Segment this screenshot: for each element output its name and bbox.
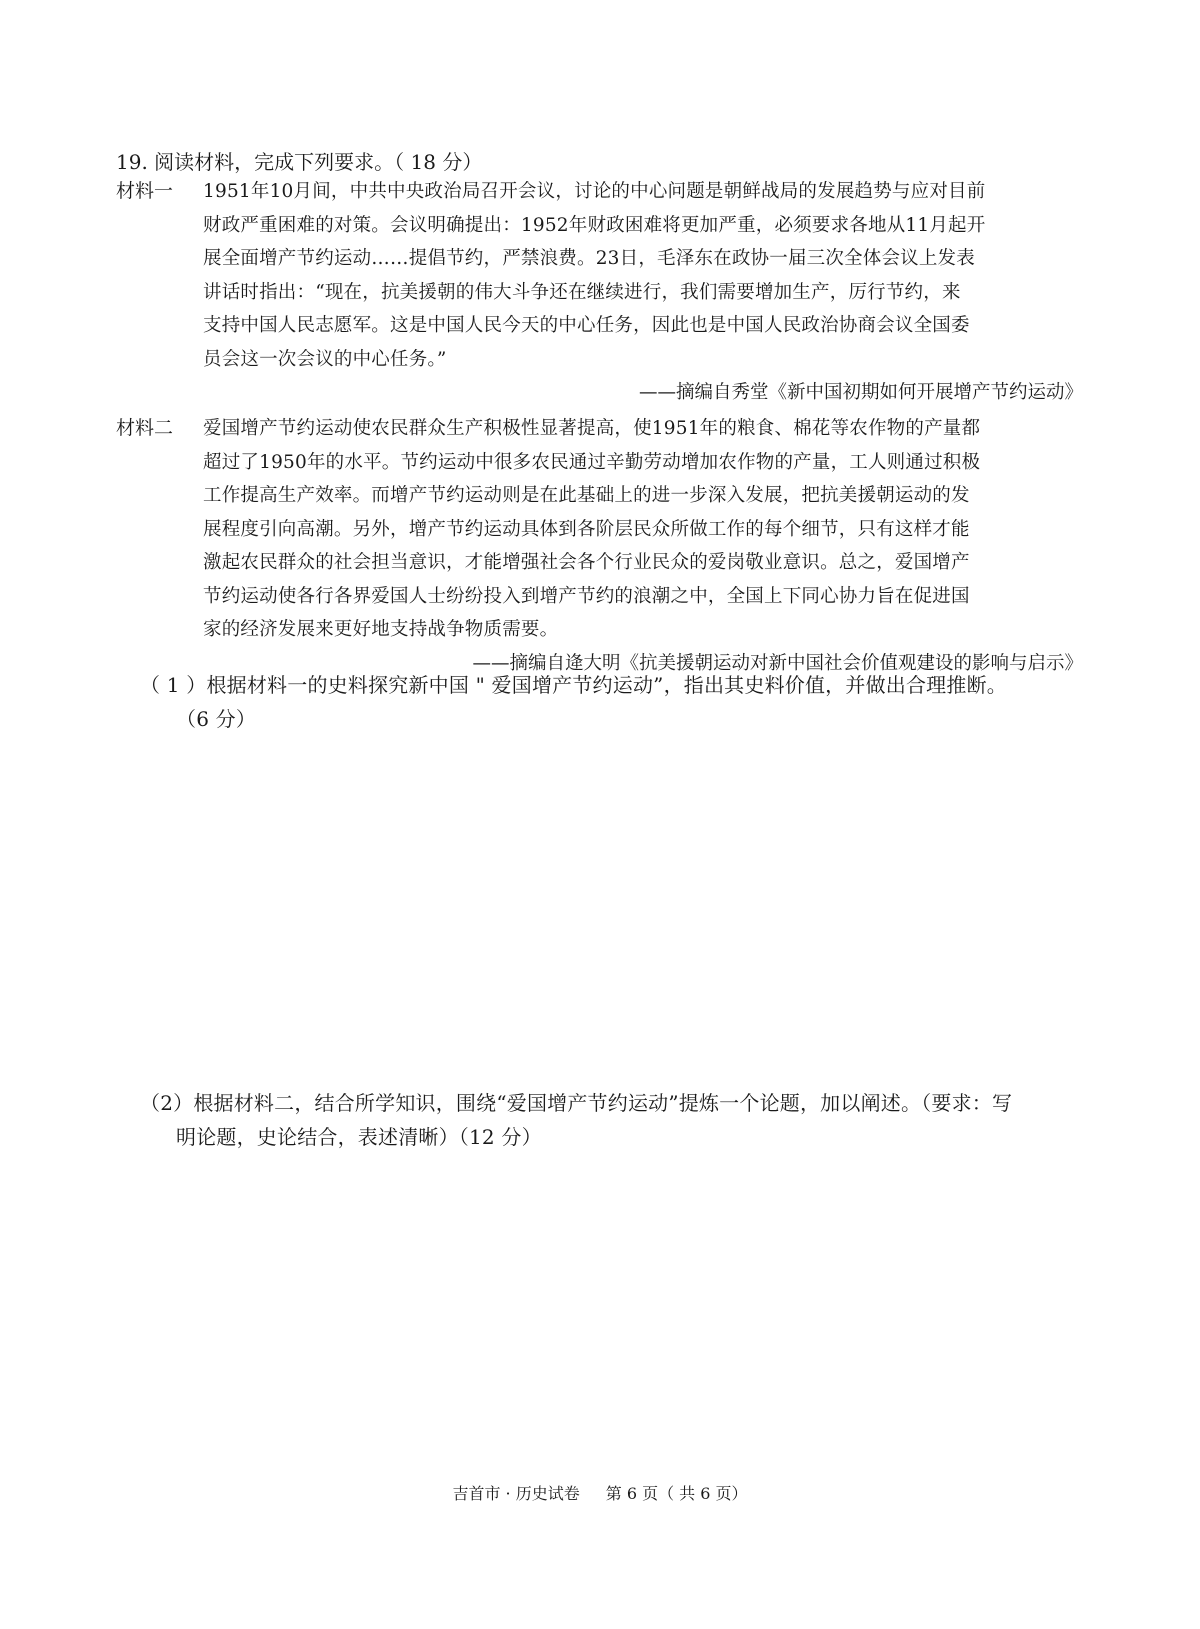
material-one bbox=[116, 175, 1086, 410]
material-two-line: 展程度引向高潮。另外，增产节约运动具体到各阶层民众所做工作的每个细节，只有这样才能 bbox=[203, 518, 970, 540]
question-title: 19. 阅读材料，完成下列要求。（ 18 分） bbox=[116, 150, 483, 174]
footer-page-number: 第 6 页（ 共 6 页） bbox=[605, 1484, 748, 1503]
material-one-body bbox=[203, 175, 1083, 410]
sub-question-2-requirements: 明论题，史论结合，表述清晰）（12 分） bbox=[176, 1125, 542, 1149]
material-two-line: 家的经济发展来更好地支持战争物质需要。 bbox=[203, 619, 559, 640]
material-two-line: 节约运动使各行各界爱国人士纷纷投入到增产节约的浪潮之中，全国上下同心协力旨在促进国 bbox=[203, 585, 970, 607]
material-one-line: 员会这一次会议的中心任务。” bbox=[203, 348, 447, 370]
sub-question-2-text: （2）根据材料二，结合所学知识，围绕“爱国增产节约运动”提炼一个论题，加以阐述。（要求：写 bbox=[140, 1091, 1013, 1115]
sub-question-2 bbox=[140, 1086, 1060, 1154]
page-footer bbox=[0, 1482, 1200, 1506]
material-one-line: 1951年10月间，中共中央政治局召开会议，讨论的中心问题是朝鲜战局的发展趋势与应对目前 bbox=[203, 181, 986, 202]
sub-question-1-text: （ 1 ）根据材料一的史料探究新中国 " 爱国增产节约运动”，指出其史料价值，并做出合理推断。 bbox=[140, 673, 1007, 697]
material-two bbox=[116, 412, 1086, 677]
material-two-body bbox=[203, 412, 1083, 680]
material-one-line: 支持中国人民志愿军。这是中国人民今天的中心任务，因此也是中国人民政治协商会议全国委 bbox=[203, 315, 970, 336]
material-one-source: ——摘编自秀堂《新中国初期如何开展增产节约运动》 bbox=[638, 382, 1083, 403]
material-two-label: 材料二 bbox=[116, 417, 174, 439]
sub-question-1-score: （6 分） bbox=[176, 707, 257, 731]
material-two-line: 爱国增产节约运动使农民群众生产积极性显著提高，使1951年的粮食、棉花等农作物的产量都 bbox=[203, 418, 981, 439]
material-two-line: 超过了1950年的水平。节约运动中很多农民通过辛勤劳动增加农作物的产量，工人则通过积极 bbox=[203, 451, 981, 473]
material-one-line: 展全面增产节约运动……提倡节约，严禁浪费。23日，毛泽东在政协一届三次全体会议上发表 bbox=[203, 248, 975, 269]
footer-exam-name: 吉首市 · 历史试卷 bbox=[452, 1484, 580, 1503]
material-one-label: 材料一 bbox=[116, 180, 174, 202]
material-two-source: ——摘编自逄大明《抗美援朝运动对新中国社会价值观建设的影响与启示》 bbox=[472, 652, 1083, 674]
sub-question-1 bbox=[140, 668, 1060, 736]
material-two-line: 激起农民群众的社会担当意识，才能增强社会各个行业民众的爱岗敬业意识。总之，爱国增产 bbox=[203, 552, 970, 573]
material-two-line: 工作提高生产效率。而增产节约运动则是在此基础上的进一步深入发展，把抗美援朝运动的发 bbox=[203, 485, 970, 506]
material-one-line: 财政严重困难的对策。会议明确提出：1952年财政困难将更加严重，必须要求各地从11月起开 bbox=[203, 214, 986, 236]
material-one-line: 讲话时指出：“现在，抗美援朝的伟大斗争还在继续进行，我们需要增加生产，厉行节约，来 bbox=[203, 281, 961, 303]
